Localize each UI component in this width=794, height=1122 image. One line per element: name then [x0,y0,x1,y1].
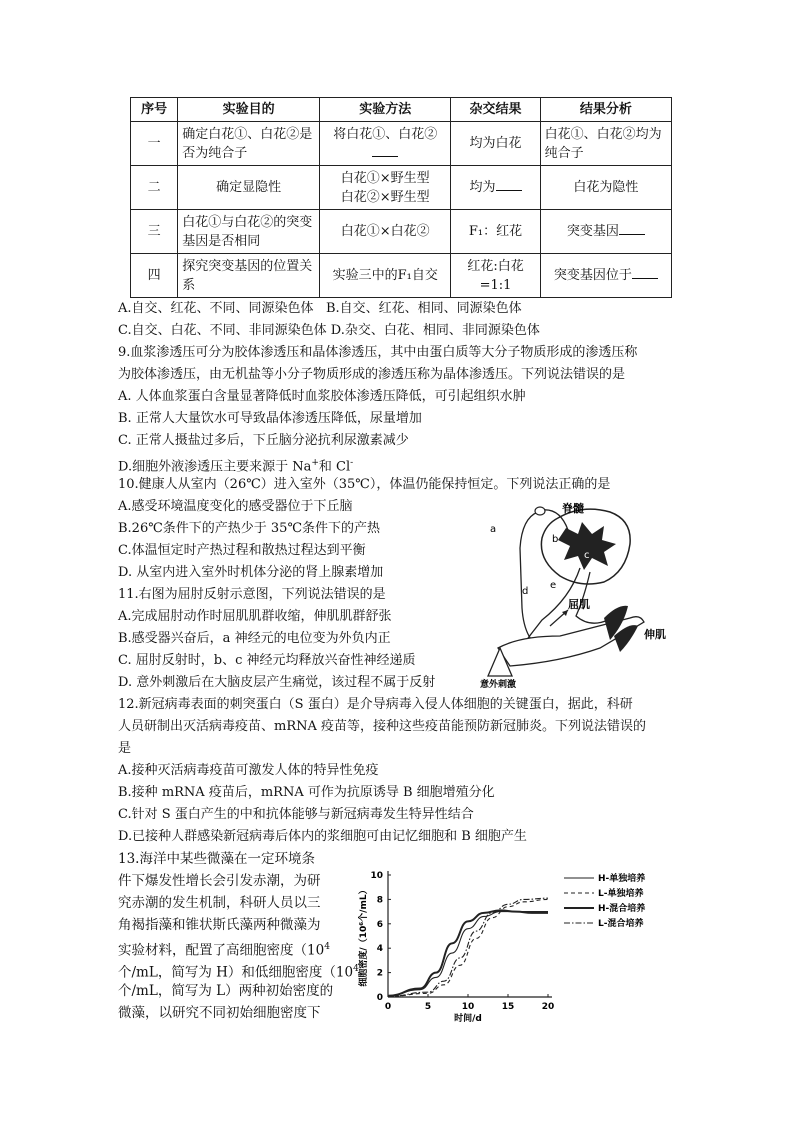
experiment-table [130,97,672,298]
result-line-2: =1:1 [479,277,512,293]
label-spinal: 脊髓 [562,502,584,515]
x-tick-label: 10 [461,1002,475,1012]
q9-stem-2: 为胶体渗透压，由无机盐等小分子物质形成的渗透压称为晶体渗透压。下列说法错误的是 [118,367,626,382]
cell-analysis: 白花①、白花②均为纯合子 [540,122,671,166]
y-tick-label: 2 [376,968,383,979]
q13-line-3: 究赤潮的发生机制，科研人员以三 [118,895,321,911]
reflex-arc-diagram [480,498,680,688]
legend-label: L-单独培养 [598,889,644,899]
q9-option-d [118,454,353,476]
series-line-2 [388,899,548,996]
q13-line-4: 角褐指藻和锥状斯氏藻两种微藻为 [118,917,321,933]
table-row [131,254,672,298]
cell-result [451,166,540,210]
q10-option-b: B.26℃条件下的产热少于 35℃条件下的产热 [118,521,380,536]
header-method: 实验方法 [320,98,451,122]
y-tick-label: 6 [376,919,383,930]
table-row [131,122,672,166]
q8-options-row-1 [118,300,522,318]
q13-line-6-text: 个/mL，简写为 H）和低细胞密度（10 [118,964,354,981]
chart-axes [357,871,554,1022]
q13-line-6 [118,960,359,982]
q13-line-7: 个/mL，简写为 L）两种初始密度的 [118,983,334,999]
q9-d-mid: 和 Cl [318,459,351,475]
q13-line-5 [118,938,330,960]
table-row [131,210,672,254]
q10-option-d: D. 从室内进入室外时机体分泌的肾上腺素增加 [118,565,384,580]
cell-method [320,122,451,166]
label-stimulus: 意外刺激 [480,680,517,688]
q10-option-a: A.感受环境温度变化的感受器位于下丘脑 [118,499,353,514]
cell-result: F₁：红花 [451,210,540,254]
cell-no: 四 [131,254,178,298]
cell-purpose: 确定白花①、白花②是否为纯合子 [178,122,320,166]
option-d: D.杂交、白花、相同、非同源染色体 [330,323,540,338]
header-result: 杂交结果 [451,98,540,122]
header-no: 序号 [131,98,178,122]
q11-option-b: B.感受器兴奋后，a 神经元的电位变为外负内正 [118,631,391,646]
q9-option-a: A. 人体血浆蛋白含量显著降低时血浆胶体渗透压降低，可引起组织水肿 [118,389,526,404]
x-tick-label: 0 [384,1002,392,1012]
x-axis-label: 时间/d [454,1014,482,1022]
y-tick-label: 4 [376,944,383,955]
option-c: C.自交、白花、不同、非同源染色体 [118,323,327,338]
analysis-text: 突变基因 [566,224,619,239]
result-text: 均为 [469,180,496,195]
answer-blank [632,266,658,279]
cell-method: 实验三中的F₁自交 [320,254,451,298]
nerve-a [520,512,540,648]
header-purpose: 实验目的 [178,98,320,122]
q12-option-a: A.接种灭活病毒疫苗可激发人体的特异性免疫 [118,763,379,778]
y-axis-label: 细胞密度/（10⁶个/mL） [359,885,369,987]
cell-result: 均为白花 [451,122,540,166]
ganglion [535,507,545,515]
q9-d-sup2: - [350,458,354,468]
answer-blank [372,144,398,157]
answer-blank [496,178,522,191]
q12-option-c: C.针对 S 蛋白产生的中和抗体能够与新冠病毒发生特异性结合 [118,807,474,822]
table-row [131,166,672,210]
label-d: d [522,586,529,597]
method-text: 将白花①、白花② [333,126,438,142]
cell-no: 二 [131,166,178,210]
label-extensor: 伸肌 [644,628,666,641]
q13-line-8: 微藻，以研究不同初始细胞密度下 [118,1005,321,1021]
answer-blank [619,222,645,235]
cell-analysis [540,254,671,298]
cell-method [320,166,451,210]
q13-exp-1: 4 [324,942,330,952]
q9-d-pre: D.细胞外液渗透压主要来源于 Na [118,459,312,475]
q12-stem-3: 是 [118,741,132,756]
cell-purpose: 探究突变基因的位置关系 [178,254,320,298]
label-e: e [550,580,557,591]
cell-result [451,254,540,298]
x-tick-label: 15 [501,1002,515,1012]
q13-exp-2: 4 [353,964,359,974]
q12-stem-1: 12.新冠病毒表面的刺突蛋白（S 蛋白）是介导病毒入侵人体细胞的关键蛋白，据此，科研 [118,697,633,712]
legend-label: H-混合培养 [598,904,646,914]
result-line-1: 红花:白花 [467,258,524,274]
y-tick-label: 10 [370,871,383,881]
label-flexor: 屈肌 [568,598,590,611]
header-analysis: 结果分析 [540,98,671,122]
q11-option-c: C. 屈肘反射时，b、c 神经元均释放兴奋性神经递质 [118,653,416,668]
cell-no: 一 [131,122,178,166]
cell-analysis: 白花为隐性 [540,166,671,210]
label-c: c [584,550,590,561]
q12-stem-2: 人员研制出灭活病毒疫苗、mRNA 疫苗等，接种这些疫苗能预防新冠肺炎。下列说法错误的 [118,719,647,734]
cell-purpose: 确定显隐性 [178,166,320,210]
chart-series [388,898,548,996]
legend-label: H-单独培养 [598,874,646,884]
y-tick-label: 8 [376,895,383,906]
method-line-1: 白花①×野生型 [340,170,430,186]
option-b: B.自交、红花、相同、同源染色体 [325,301,522,316]
cell-analysis [540,210,671,254]
q12-option-b: B.接种 mRNA 疫苗后，mRNA 可作为抗原诱导 B 细胞增殖分化 [118,785,495,800]
q9-d-sup1: + [311,458,319,468]
legend-label: L-混合培养 [598,919,644,929]
q11-stem: 11.右图为屈肘反射示意图，下列说法错误的是 [118,587,386,602]
q8-options-row-2 [118,322,540,340]
q13-line-2: 件下爆发性增长会引发赤潮，为研 [118,873,321,889]
growth-chart [350,862,670,1022]
label-b: b [552,534,559,545]
q9-option-c: C. 正常人摄盐过多后，下丘脑分泌抗利尿激素减少 [118,433,409,448]
q13-line-1: 13.海洋中某些微藻在一定环境条 [118,851,315,867]
y-tick-label: 0 [376,993,383,1003]
cell-method: 白花①×白花② [320,210,451,254]
q13-line-5-text: 实验材料，配置了高细胞密度（10 [118,942,325,959]
x-tick-label: 20 [541,1002,555,1012]
chart-legend [564,872,645,929]
table-header-row [131,98,672,122]
cell-no: 三 [131,210,178,254]
q11-option-a: A.完成屈肘动作时屈肌肌群收缩，伸肌肌群舒张 [118,609,392,624]
method-line-2: 白花②×野生型 [340,189,430,205]
analysis-text: 突变基因位于 [553,268,632,283]
q12-option-d: D.已接种人群感染新冠病毒后体内的浆细胞可由记忆细胞和 B 细胞产生 [118,829,527,844]
label-a: a [490,524,497,535]
cell-purpose: 白花①与白花②的突变基因是否相同 [178,210,320,254]
q9-stem-1: 9.血浆渗透压可分为胶体渗透压和晶体渗透压，其中由蛋白质等大分子物质形成的渗透压称 [118,345,638,360]
q11-option-d: D. 意外刺激后在大脑皮层产生痛觉，该过程不属于反射 [118,675,436,690]
x-tick-label: 5 [424,1002,432,1012]
q10-option-c: C.体温恒定时产热过程和散热过程达到平衡 [118,543,366,558]
q9-option-b: B. 正常人大量饮水可导致晶体渗透压降低，尿量增加 [118,411,422,426]
q10-stem: 10.健康人从室内（26℃）进入室外（35℃），体温仍能保持恒定。下列说法正确的是 [118,477,611,492]
option-a: A.自交、红花、不同、同源染色体 [118,301,314,316]
